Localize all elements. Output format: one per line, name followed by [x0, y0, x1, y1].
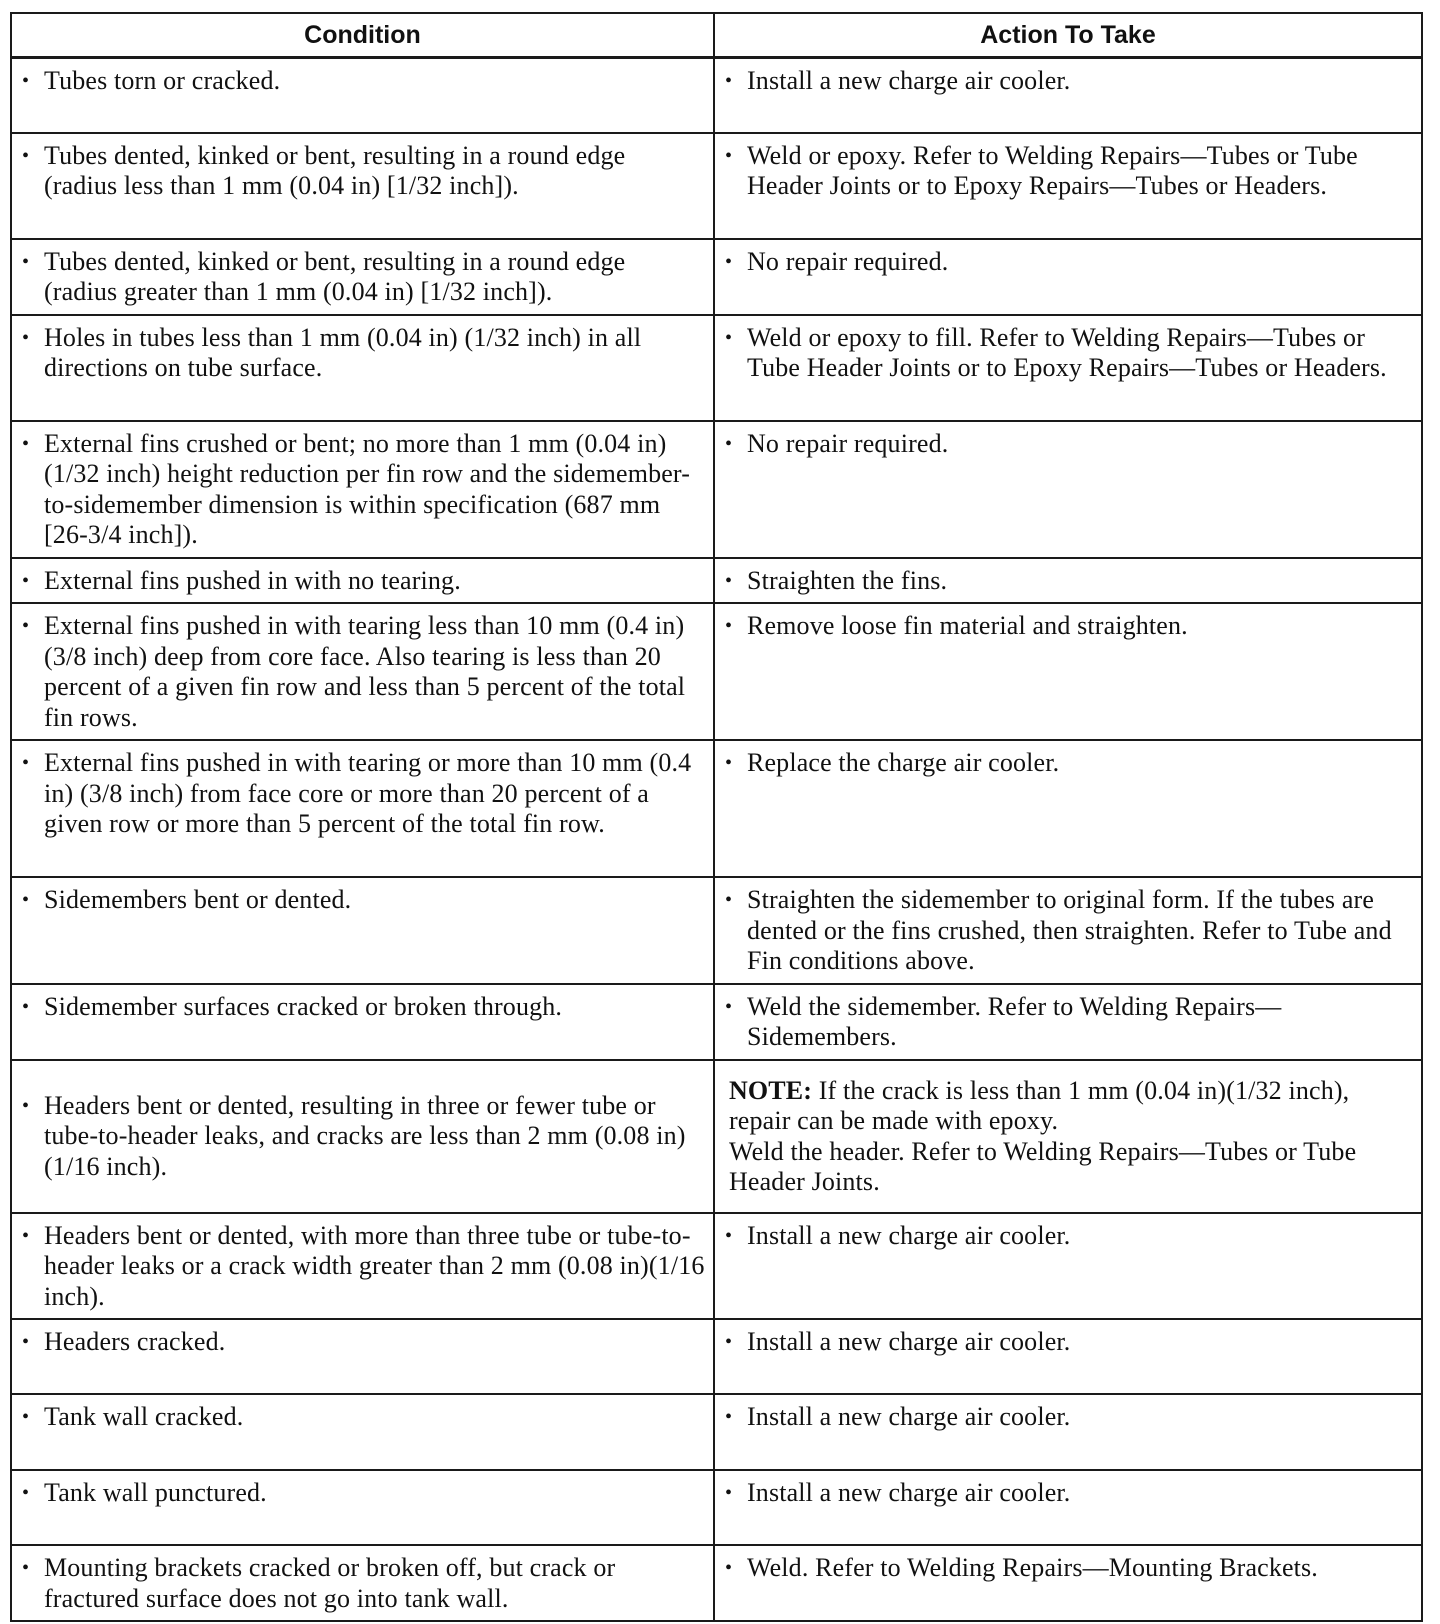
bullet-icon: • — [725, 144, 733, 167]
action-text: No repair required. — [747, 246, 949, 276]
condition-cell — [11, 1545, 714, 1621]
action-text: Straighten the fins. — [747, 565, 948, 595]
condition-text: Holes in tubes less than 1 mm (0.04 in) (1/32 inch) in all directions on tube surface. — [44, 322, 642, 382]
table-row — [11, 1470, 1422, 1545]
condition-text: Mounting brackets cracked or broken off, but crack or fractured surface does not go into tank wall. — [44, 1553, 616, 1613]
bullet-icon: • — [725, 1406, 733, 1428]
bullet-icon: • — [725, 1557, 733, 1579]
table-row — [11, 558, 1422, 604]
table-row — [11, 740, 1422, 877]
bullet-icon: • — [725, 752, 733, 774]
bullet-icon: • — [22, 70, 30, 92]
action-text: Remove loose fin material and straighten. — [747, 611, 1188, 640]
action-text: Install a new charge air cooler. — [747, 1220, 1071, 1250]
condition-action-table — [10, 12, 1423, 1622]
condition-text: External fins pushed in with tearing or more than 10 mm (0.4 in) (3/8 inch) from face core or more than 20 percent of a given row or more than 5 percent of the total fin row. — [44, 748, 692, 838]
action-text: Weld. Refer to Welding Repairs—Mounting Brackets. — [747, 1553, 1318, 1582]
action-text: Install a new charge air cooler. — [747, 66, 1071, 95]
action-text: Weld or epoxy to fill. Refer to Welding Repairs—Tubes or Tube Header Joints or to Epoxy Repairs—Tubes or Headers. — [747, 322, 1387, 382]
table-row — [11, 877, 1422, 984]
bullet-icon: • — [22, 1224, 30, 1247]
table-row — [11, 421, 1422, 558]
table-row — [11, 1394, 1422, 1470]
action-cell — [714, 603, 1422, 740]
bullet-icon: • — [22, 144, 30, 167]
bullet-icon: • — [725, 1482, 733, 1504]
condition-action-table-container — [10, 12, 1421, 1622]
bullet-icon: • — [725, 569, 733, 592]
action-cell — [714, 1060, 1422, 1213]
action-cell — [714, 558, 1422, 604]
table-row — [11, 1213, 1422, 1320]
bullet-icon: • — [725, 326, 733, 349]
bullet-icon: • — [22, 995, 30, 1018]
bullet-icon: • — [22, 615, 30, 637]
bullet-icon: • — [725, 889, 733, 911]
action-text: Install a new charge air cooler. — [747, 1402, 1071, 1431]
table-row — [11, 58, 1422, 133]
bullet-icon: • — [22, 1331, 30, 1353]
table-row — [11, 1545, 1422, 1621]
bullet-icon: • — [22, 326, 30, 349]
bullet-icon: • — [725, 615, 733, 637]
condition-text: Tubes torn or cracked. — [44, 66, 281, 95]
condition-cell — [11, 1394, 714, 1470]
table-row — [11, 603, 1422, 740]
bullet-icon: • — [725, 1224, 733, 1247]
condition-cell — [11, 58, 714, 133]
bullet-icon: • — [22, 432, 30, 455]
action-text: Weld the sidemember. Refer to Welding Repairs—Sidemembers. — [747, 991, 1282, 1051]
action-cell — [714, 984, 1422, 1060]
condition-cell — [11, 133, 714, 239]
table-row — [11, 1060, 1422, 1213]
condition-cell — [11, 984, 714, 1060]
note-text: If the crack is less than 1 mm (0.04 in)(1/32 inch), repair can be made with epoxy. — [729, 1075, 1350, 1135]
action-cell — [714, 1470, 1422, 1545]
action-cell — [714, 877, 1422, 984]
condition-text: External fins pushed in with no tearing. — [44, 565, 461, 595]
action-text: Straighten the sidemember to original form. If the tubes are dented or the fins crushed, then straighten. Refer to Tube and Fin conditions above. — [747, 885, 1392, 975]
action-cell — [714, 740, 1422, 877]
table-row — [11, 239, 1422, 315]
condition-text: Sidemembers bent or dented. — [44, 885, 352, 914]
bullet-icon: • — [725, 1331, 733, 1353]
bullet-icon: • — [725, 432, 733, 455]
table-header-row — [11, 13, 1422, 58]
condition-text: Headers bent or dented, resulting in three or fewer tube or tube-to-header leaks, and cracks are less than 2 mm (0.08 in)(1/16 inch). — [44, 1090, 686, 1181]
condition-cell — [11, 877, 714, 984]
condition-cell — [11, 421, 714, 558]
action-text: No repair required. — [747, 428, 949, 458]
condition-cell — [11, 239, 714, 315]
condition-text: Tank wall punctured. — [44, 1478, 267, 1507]
condition-cell — [11, 1319, 714, 1394]
condition-text: External fins pushed in with tearing less than 10 mm (0.4 in) (3/8 inch) deep from core face. Also tearing is less than 20 percent of a given fin row and less than 5 percent of the total fin rows. — [44, 611, 686, 732]
table-row — [11, 1319, 1422, 1394]
bullet-icon: • — [22, 889, 30, 911]
condition-text: Headers cracked. — [44, 1327, 226, 1356]
condition-cell — [11, 1060, 714, 1213]
action-cell — [714, 1545, 1422, 1621]
action-cell — [714, 133, 1422, 239]
note-label: NOTE: — [729, 1075, 813, 1105]
condition-text: External fins crushed or bent; no more than 1 mm (0.04 in) (1/32 inch) height reduction per fin row and the sidemember-to-sidemember dimension is within specification (687 mm [26-3/4 inch]). — [44, 428, 690, 549]
action-cell — [714, 1394, 1422, 1470]
bullet-icon: • — [725, 70, 733, 92]
action-cell — [714, 315, 1422, 421]
condition-text: Tank wall cracked. — [44, 1402, 244, 1431]
bullet-icon: • — [725, 250, 733, 273]
bullet-icon: • — [725, 995, 733, 1018]
bullet-icon: • — [22, 250, 30, 273]
condition-text: Sidemember surfaces cracked or broken through. — [44, 991, 563, 1021]
bullet-icon: • — [22, 569, 30, 592]
bullet-icon: • — [22, 752, 30, 774]
condition-cell — [11, 603, 714, 740]
table-row — [11, 133, 1422, 239]
condition-cell — [11, 740, 714, 877]
condition-text: Headers bent or dented, with more than three tube or tube-to-header leaks or a crack width greater than 2 mm (0.08 in)(1/16 inch). — [44, 1220, 705, 1311]
column-header-condition: Condition — [11, 13, 714, 58]
action-text: Replace the charge air cooler. — [747, 748, 1060, 777]
bullet-icon: • — [22, 1406, 30, 1428]
table-row — [11, 315, 1422, 421]
table-row — [11, 984, 1422, 1060]
column-header-action: Action To Take — [714, 13, 1422, 58]
bullet-icon: • — [22, 1482, 30, 1504]
action-text: Weld the header. Refer to Welding Repairs—Tubes or Tube Header Joints. — [729, 1136, 1357, 1196]
condition-cell — [11, 1470, 714, 1545]
condition-text: Tubes dented, kinked or bent, resulting in a round edge (radius less than 1 mm (0.04 in) [1/32 inch]). — [44, 140, 626, 200]
action-cell — [714, 421, 1422, 558]
action-cell — [714, 58, 1422, 133]
action-cell — [714, 1319, 1422, 1394]
condition-cell — [11, 315, 714, 421]
note-block — [723, 1076, 1413, 1137]
action-cell — [714, 1213, 1422, 1320]
action-text: Weld or epoxy. Refer to Welding Repairs—Tubes or Tube Header Joints or to Epoxy Repairs—Tubes or Headers. — [747, 140, 1358, 200]
condition-cell — [11, 1213, 714, 1320]
condition-text: Tubes dented, kinked or bent, resulting in a round edge (radius greater than 1 mm (0.04 in) [1/32 inch]). — [44, 246, 626, 306]
action-text: Install a new charge air cooler. — [747, 1327, 1071, 1356]
bullet-icon: • — [22, 1094, 30, 1117]
condition-cell — [11, 558, 714, 604]
action-cell — [714, 239, 1422, 315]
bullet-icon: • — [22, 1557, 30, 1579]
action-text: Install a new charge air cooler. — [747, 1478, 1071, 1507]
